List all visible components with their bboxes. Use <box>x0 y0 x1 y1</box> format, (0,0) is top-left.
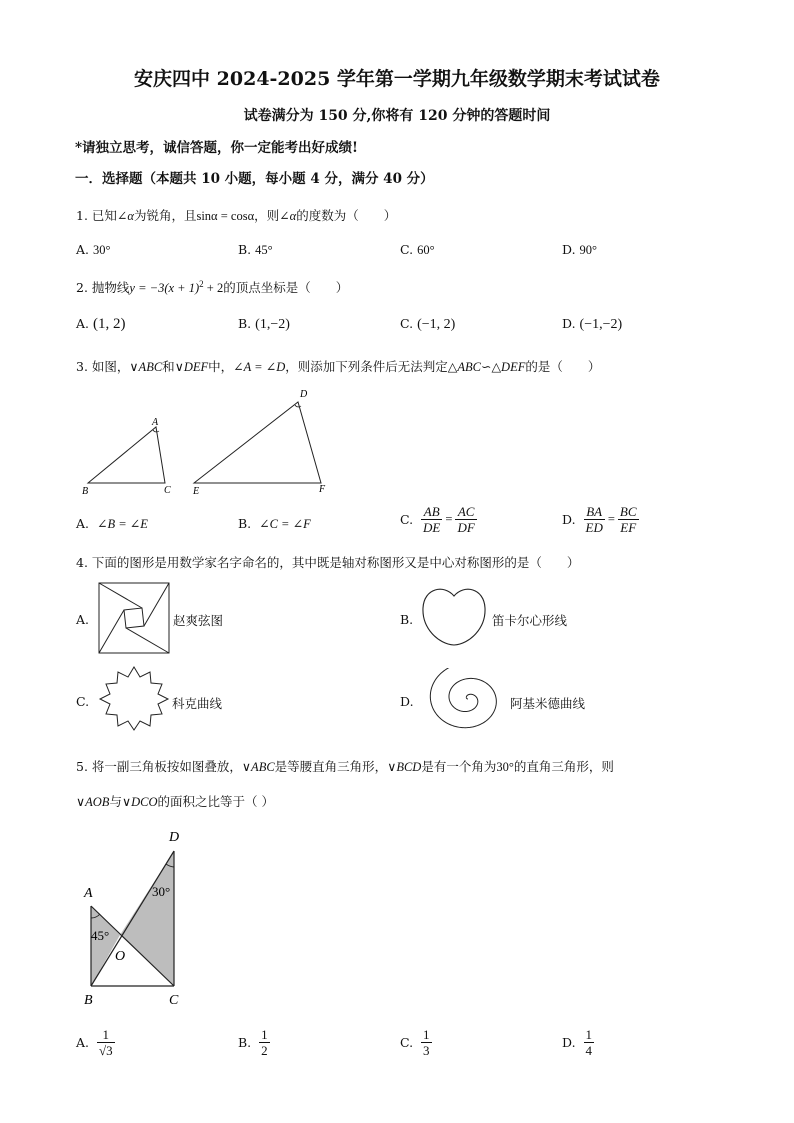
q2-math-exponent: 2 <box>199 278 204 289</box>
triangle-abc <box>88 427 165 483</box>
q2-option-c[interactable] <box>400 316 455 333</box>
archimedean-spiral-icon <box>428 668 508 730</box>
q3-math-similar: △ABC∽△DEF <box>447 360 526 374</box>
q3-text-2: 和 <box>162 359 175 374</box>
q2-text-1: 2. 抛物线 <box>76 280 130 295</box>
label-b: B <box>84 993 93 1008</box>
q3-text-5: 的是（ ） <box>525 359 601 374</box>
q5-option-d[interactable] <box>562 1027 594 1058</box>
option-letter: D. <box>562 316 576 331</box>
q1-math-equation: sinα = cosα <box>196 209 255 223</box>
fraction <box>455 504 476 535</box>
option-letter: A. <box>76 242 90 257</box>
fraction <box>421 1027 432 1058</box>
q1-text-1: 1. 已知 <box>76 208 117 223</box>
q5-option-c[interactable] <box>400 1027 432 1058</box>
option-text: ∠C = ∠F <box>259 517 311 531</box>
label-f: F <box>319 484 326 495</box>
q5-text-2: 是等腰直角三角形， <box>274 759 388 774</box>
q1-option-b[interactable] <box>238 242 273 258</box>
label-a: A <box>152 417 159 428</box>
q1-math-angle: ∠α <box>116 209 134 223</box>
q5-text-3: 是有一个角为 <box>421 759 497 774</box>
exam-subtitle: 试卷满分为 150 分,你将有 120 分钟的答题时间 <box>243 108 551 124</box>
q4-option-d-caption: 阿基米德曲线 <box>510 696 586 711</box>
q3-text-3: 中， <box>208 359 234 374</box>
question-4-stem: 4. 下面的图形是用数学家名字命名的，其中既是轴对称图形又是中心对称图形的是（ ） <box>76 555 580 570</box>
section-heading: 一．选择题（本题共 10 小题，每小题 4 分，满分 40 分） <box>75 171 434 187</box>
fraction-denominator: 3 <box>423 1043 430 1058</box>
fraction-numerator: BC <box>619 504 637 519</box>
option-text: (−1, 2) <box>417 317 456 332</box>
q5-option-a[interactable] <box>76 1027 115 1058</box>
q2-math-parabola: y = −3(x + 1) <box>129 281 200 295</box>
option-text: 90° <box>579 243 598 257</box>
triangle-def <box>194 402 321 483</box>
option-letter: B. <box>238 316 252 331</box>
label-c: C <box>169 993 179 1008</box>
option-text: (1, 2) <box>93 316 126 332</box>
q4-option-a-letter[interactable]: A. <box>76 612 90 627</box>
q5-triangle-set-figure <box>78 822 198 1012</box>
q3-text-1: 3. 如图， <box>76 359 130 374</box>
option-text: 30° <box>93 243 111 257</box>
q1-option-c[interactable] <box>400 242 435 258</box>
fraction-denominator: √3 <box>98 1043 113 1058</box>
option-letter: A. <box>76 516 90 531</box>
angle-45-label: 45° <box>91 928 110 943</box>
angle-d-mark <box>295 405 301 407</box>
q5-text-1: 5. 将一副三角板按如图叠放， <box>76 759 242 774</box>
q2-option-b[interactable] <box>238 316 290 333</box>
question-2-stem <box>76 278 348 296</box>
q1-math-angle-2: ∠α <box>279 209 297 223</box>
fraction-denominator: DE <box>423 520 441 535</box>
q2-text-2: 的顶点坐标是（ ） <box>223 280 349 295</box>
option-text: ∠B = ∠E <box>96 517 148 531</box>
q4-option-a-caption: 赵爽弦图 <box>173 613 224 628</box>
q3-triangles-figure <box>76 385 336 500</box>
q5-math-abc: ∨ABC <box>241 760 275 774</box>
label-d: D <box>169 830 180 845</box>
q3-text-4: ，则添加下列条件后无法判定 <box>285 359 448 374</box>
fraction <box>618 504 639 535</box>
fraction-denominator: DF <box>457 520 475 535</box>
label-a: A <box>84 886 93 901</box>
q3-option-d[interactable] <box>562 504 639 535</box>
q5-math-bcd: ∨BCD <box>387 760 422 774</box>
option-letter: B. <box>238 1035 252 1050</box>
option-text: 45° <box>255 243 273 257</box>
q3-option-a[interactable] <box>76 516 148 532</box>
option-letter: C. <box>400 316 414 331</box>
fraction-numerator: BA <box>584 504 605 520</box>
fraction <box>584 1027 595 1058</box>
fraction-numerator: AC <box>455 504 476 520</box>
q3-option-c[interactable] <box>400 504 477 535</box>
q4-option-c-caption: 科克曲线 <box>172 696 223 711</box>
q5-option-b[interactable] <box>238 1027 270 1058</box>
q1-text-2: 为锐角，且 <box>133 208 197 223</box>
zhao-shuang-diagram-icon <box>98 582 170 654</box>
q5-text-4: 的直角三角形，则 <box>513 759 614 774</box>
fraction-denominator: 4 <box>585 1043 593 1058</box>
option-text: 60° <box>417 243 435 257</box>
option-text: (1,−2) <box>255 317 290 332</box>
fraction <box>584 504 605 535</box>
q3-option-b[interactable] <box>238 516 311 532</box>
option-text: (−1,−2) <box>579 317 623 332</box>
q3-math-def: ∨DEF <box>174 360 209 374</box>
q1-text-4: 的度数为（ ） <box>296 208 397 223</box>
fraction-denominator: EF <box>620 520 637 535</box>
q2-option-a[interactable] <box>76 316 126 333</box>
q4-option-d-letter[interactable]: D. <box>400 694 414 709</box>
q3-math-abc: ∨ABC <box>129 360 163 374</box>
label-d: D <box>300 389 308 400</box>
fraction-numerator: 1 <box>261 1027 268 1042</box>
angle-a-mark <box>153 430 159 432</box>
koch-curve-icon <box>98 664 170 732</box>
q4-option-c-letter[interactable]: C. <box>76 694 90 709</box>
fraction-numerator: 1 <box>97 1027 115 1043</box>
label-b: B <box>82 486 89 497</box>
q1-text-3: ，则 <box>254 208 280 223</box>
option-letter: D. <box>562 242 576 257</box>
option-letter: B. <box>238 242 252 257</box>
fraction <box>97 1027 115 1058</box>
question-5-stem-line2 <box>76 792 274 810</box>
fraction <box>259 1027 270 1058</box>
equals-sign: = <box>607 512 615 526</box>
option-letter: D. <box>562 512 576 527</box>
question-3-stem <box>76 357 600 375</box>
angle-30-label: 30° <box>152 884 171 899</box>
fraction-numerator: 1 <box>423 1027 430 1042</box>
fraction-denominator: 2 <box>261 1043 268 1058</box>
option-letter: C. <box>400 1035 414 1050</box>
option-letter: B. <box>238 516 252 531</box>
q5-math-dco: ∨DCO <box>121 795 158 809</box>
question-1-stem <box>76 206 396 224</box>
label-o: O <box>115 949 126 964</box>
equals-sign: = <box>445 512 453 526</box>
q3-math-angle-eq: ∠A = ∠D <box>233 360 286 374</box>
cardioid-icon <box>420 584 488 648</box>
label-e: E <box>193 486 200 497</box>
option-letter: D. <box>562 1035 576 1050</box>
label-c: C <box>164 485 171 496</box>
q1-option-a[interactable] <box>76 242 111 258</box>
q5-math-aob: ∨AOB <box>76 795 110 809</box>
shaded-triangle-dco <box>120 851 174 986</box>
question-5-stem-line1 <box>76 757 614 775</box>
option-letter: C. <box>400 242 414 257</box>
q4-option-b-letter[interactable]: B. <box>400 612 414 627</box>
fraction-numerator: AB <box>421 504 442 520</box>
fraction-denominator: ED <box>585 520 603 535</box>
q5-math-30deg: 30° <box>496 760 514 774</box>
exam-title: 安庆四中 2024-2025 学年第一学期九年级数学期末考试试卷 <box>134 68 660 90</box>
exam-motto: *请独立思考，诚信答题，你一定能考出好成绩! <box>75 140 358 156</box>
q2-math-constant: + 2 <box>203 281 224 295</box>
q4-option-b-caption: 笛卡尔心形线 <box>492 613 568 628</box>
q2-option-d[interactable] <box>562 316 622 333</box>
fraction-numerator: 1 <box>585 1027 593 1042</box>
option-letter: A. <box>76 1035 90 1050</box>
option-letter: C. <box>400 512 414 527</box>
fraction <box>421 504 442 535</box>
q5-text-5: 与 <box>109 794 122 809</box>
option-letter: A. <box>76 316 90 331</box>
q5-text-6: 的面积之比等于（ ） <box>157 794 274 809</box>
q1-option-d[interactable] <box>562 242 597 258</box>
